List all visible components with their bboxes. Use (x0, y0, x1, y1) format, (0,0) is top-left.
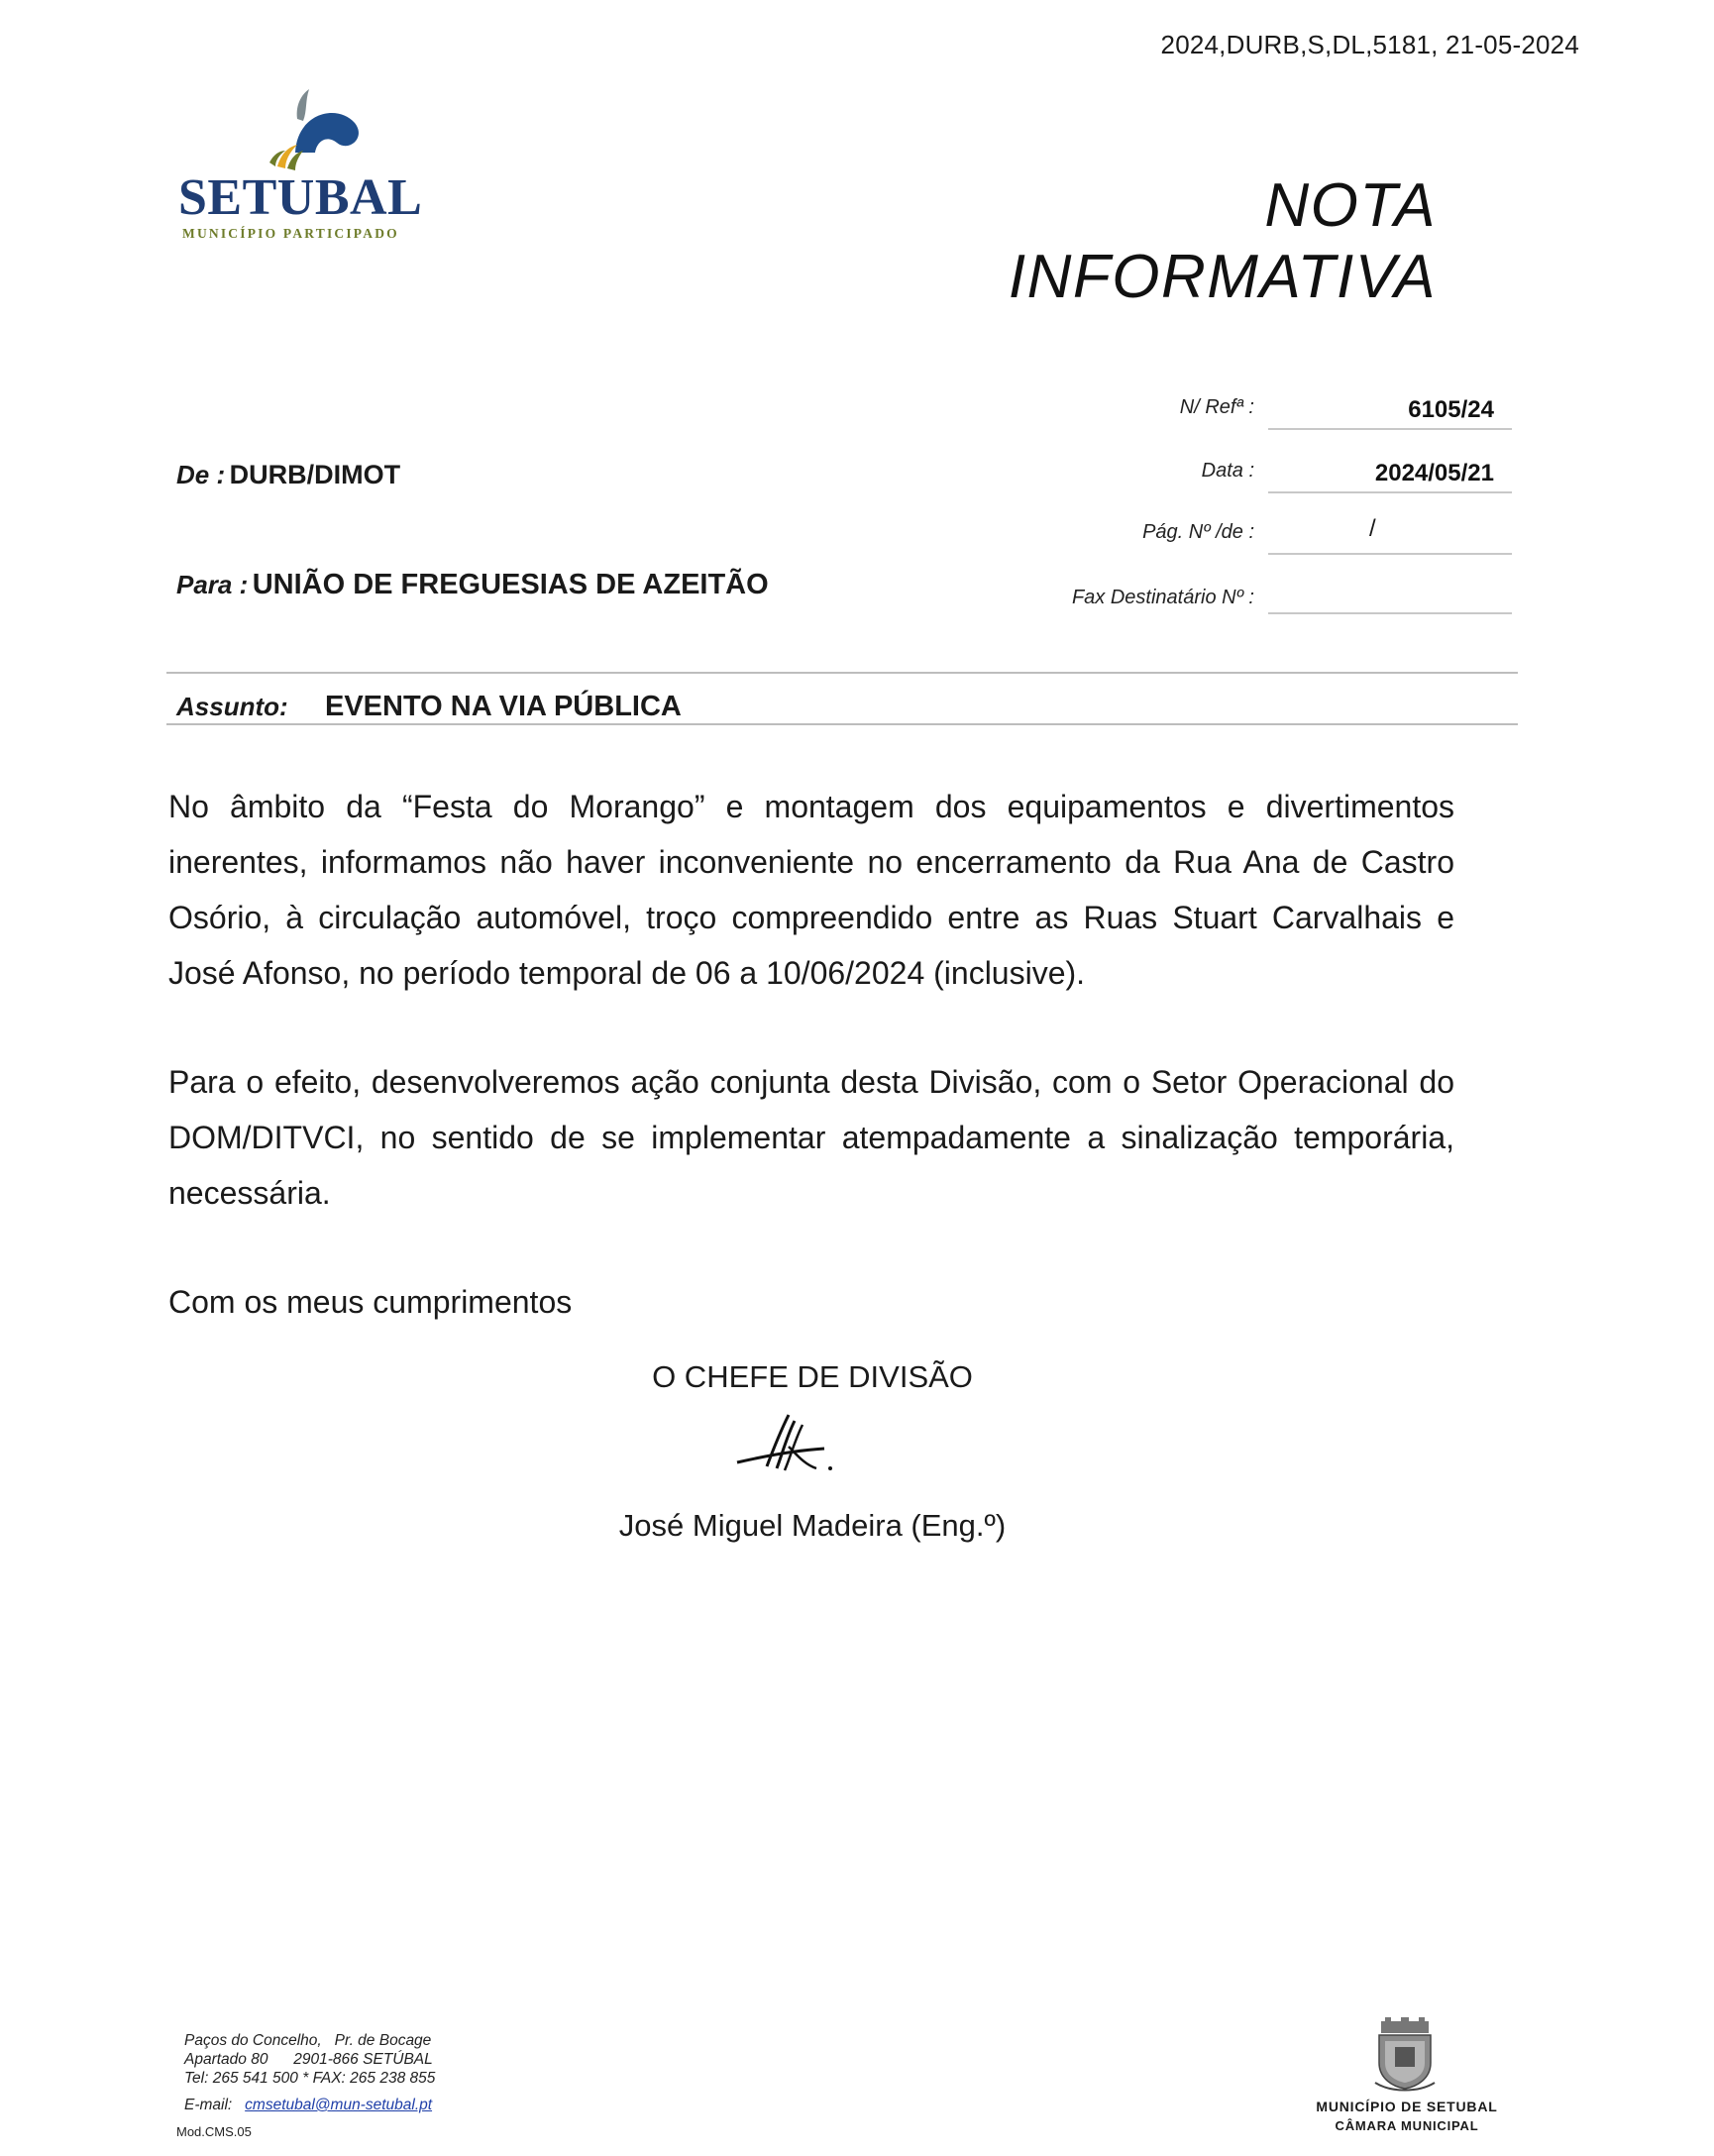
date-label: Data : (1201, 460, 1254, 482)
footer-council: CÂMARA MUNICIPAL (1335, 2118, 1479, 2133)
title-line-1: NOTA (1264, 171, 1437, 240)
form-model-code: Mod.CMS.05 (176, 2124, 252, 2139)
from-value: DURB/DIMOT (229, 460, 401, 489)
fax-underline (1268, 612, 1512, 614)
date-underline (1268, 491, 1512, 493)
address-line-2: Apartado 80 2901-866 SETÚBAL (184, 2051, 433, 2068)
fax-label: Fax Destinatário Nº : (1071, 587, 1254, 608)
document-reference: 2024,DURB,S,DL,5181, 21-05-2024 (1160, 30, 1579, 59)
date-value: 2024/05/21 (1374, 460, 1494, 486)
email-label: E-mail: (184, 2097, 233, 2113)
to-value: UNIÃO DE FREGUESIAS DE AZEITÃO (252, 569, 769, 600)
to-row (176, 569, 769, 601)
title-line-2: INFORMATIVA (1008, 243, 1437, 311)
address-line-3: Tel: 265 541 500 * FAX: 265 238 855 (184, 2070, 436, 2087)
body-paragraph-2: Para o efeito, desenvolveremos ação conjunta desta Divisão, com o Setor Operacional do DOM/DITVCI, no sentido de se implementar atempadamente a sinalização temporária, necessária. (168, 1064, 1454, 1211)
signature-role: O CHEFE DE DIVISÃO (652, 1359, 973, 1394)
subject-label: Assunto: (176, 692, 288, 721)
ref-value: 6105/24 (1408, 396, 1494, 423)
logo-tagline: MUNICÍPIO PARTICIPADO (182, 226, 399, 241)
address-line-1: Paços do Concelho, Pr. de Bocage (184, 2032, 432, 2049)
email-link[interactable]: cmsetubal@mun-setubal.pt (245, 2097, 433, 2113)
document-title (1009, 170, 1437, 313)
logo-wordmark: SETUBAL (178, 169, 423, 226)
footer-municipality: MUNICÍPIO DE SETUBAL (1316, 2099, 1498, 2114)
municipal-crest-icon (1367, 2017, 1443, 2093)
page-label: Pág. Nº /de : (1142, 521, 1254, 543)
footer-address (184, 2031, 435, 2088)
from-row (176, 460, 400, 490)
ref-underline (1268, 428, 1512, 430)
ref-label: N/ Refª : (1179, 396, 1254, 418)
handwritten-signature-icon (733, 1411, 842, 1478)
from-label: De : (176, 460, 226, 489)
to-label: Para : (176, 570, 249, 599)
subject-bottom-rule (166, 723, 1518, 725)
footer-email-row (184, 2097, 432, 2114)
signatory-name: José Miguel Madeira (Eng.º) (618, 1508, 1007, 1543)
subject-value: EVENTO NA VIA PÚBLICA (325, 691, 682, 722)
closing-line: Com os meus cumprimentos (168, 1284, 573, 1320)
page-value: / (1369, 515, 1376, 542)
page-underline (1268, 553, 1512, 555)
subject-top-rule (166, 672, 1518, 674)
body-paragraph-1: No âmbito da “Festa do Morango” e montagem dos equipamentos e divertimentos inerentes, informamos não haver inconveniente no encerramento da Rua Ana de Castro Osório, à circulação automóvel, troço compreendido entre as Ruas Stuart Carvalhais e José Afonso, no período temporal de 06 a 10/06/2024 (inclusive). (168, 789, 1454, 991)
